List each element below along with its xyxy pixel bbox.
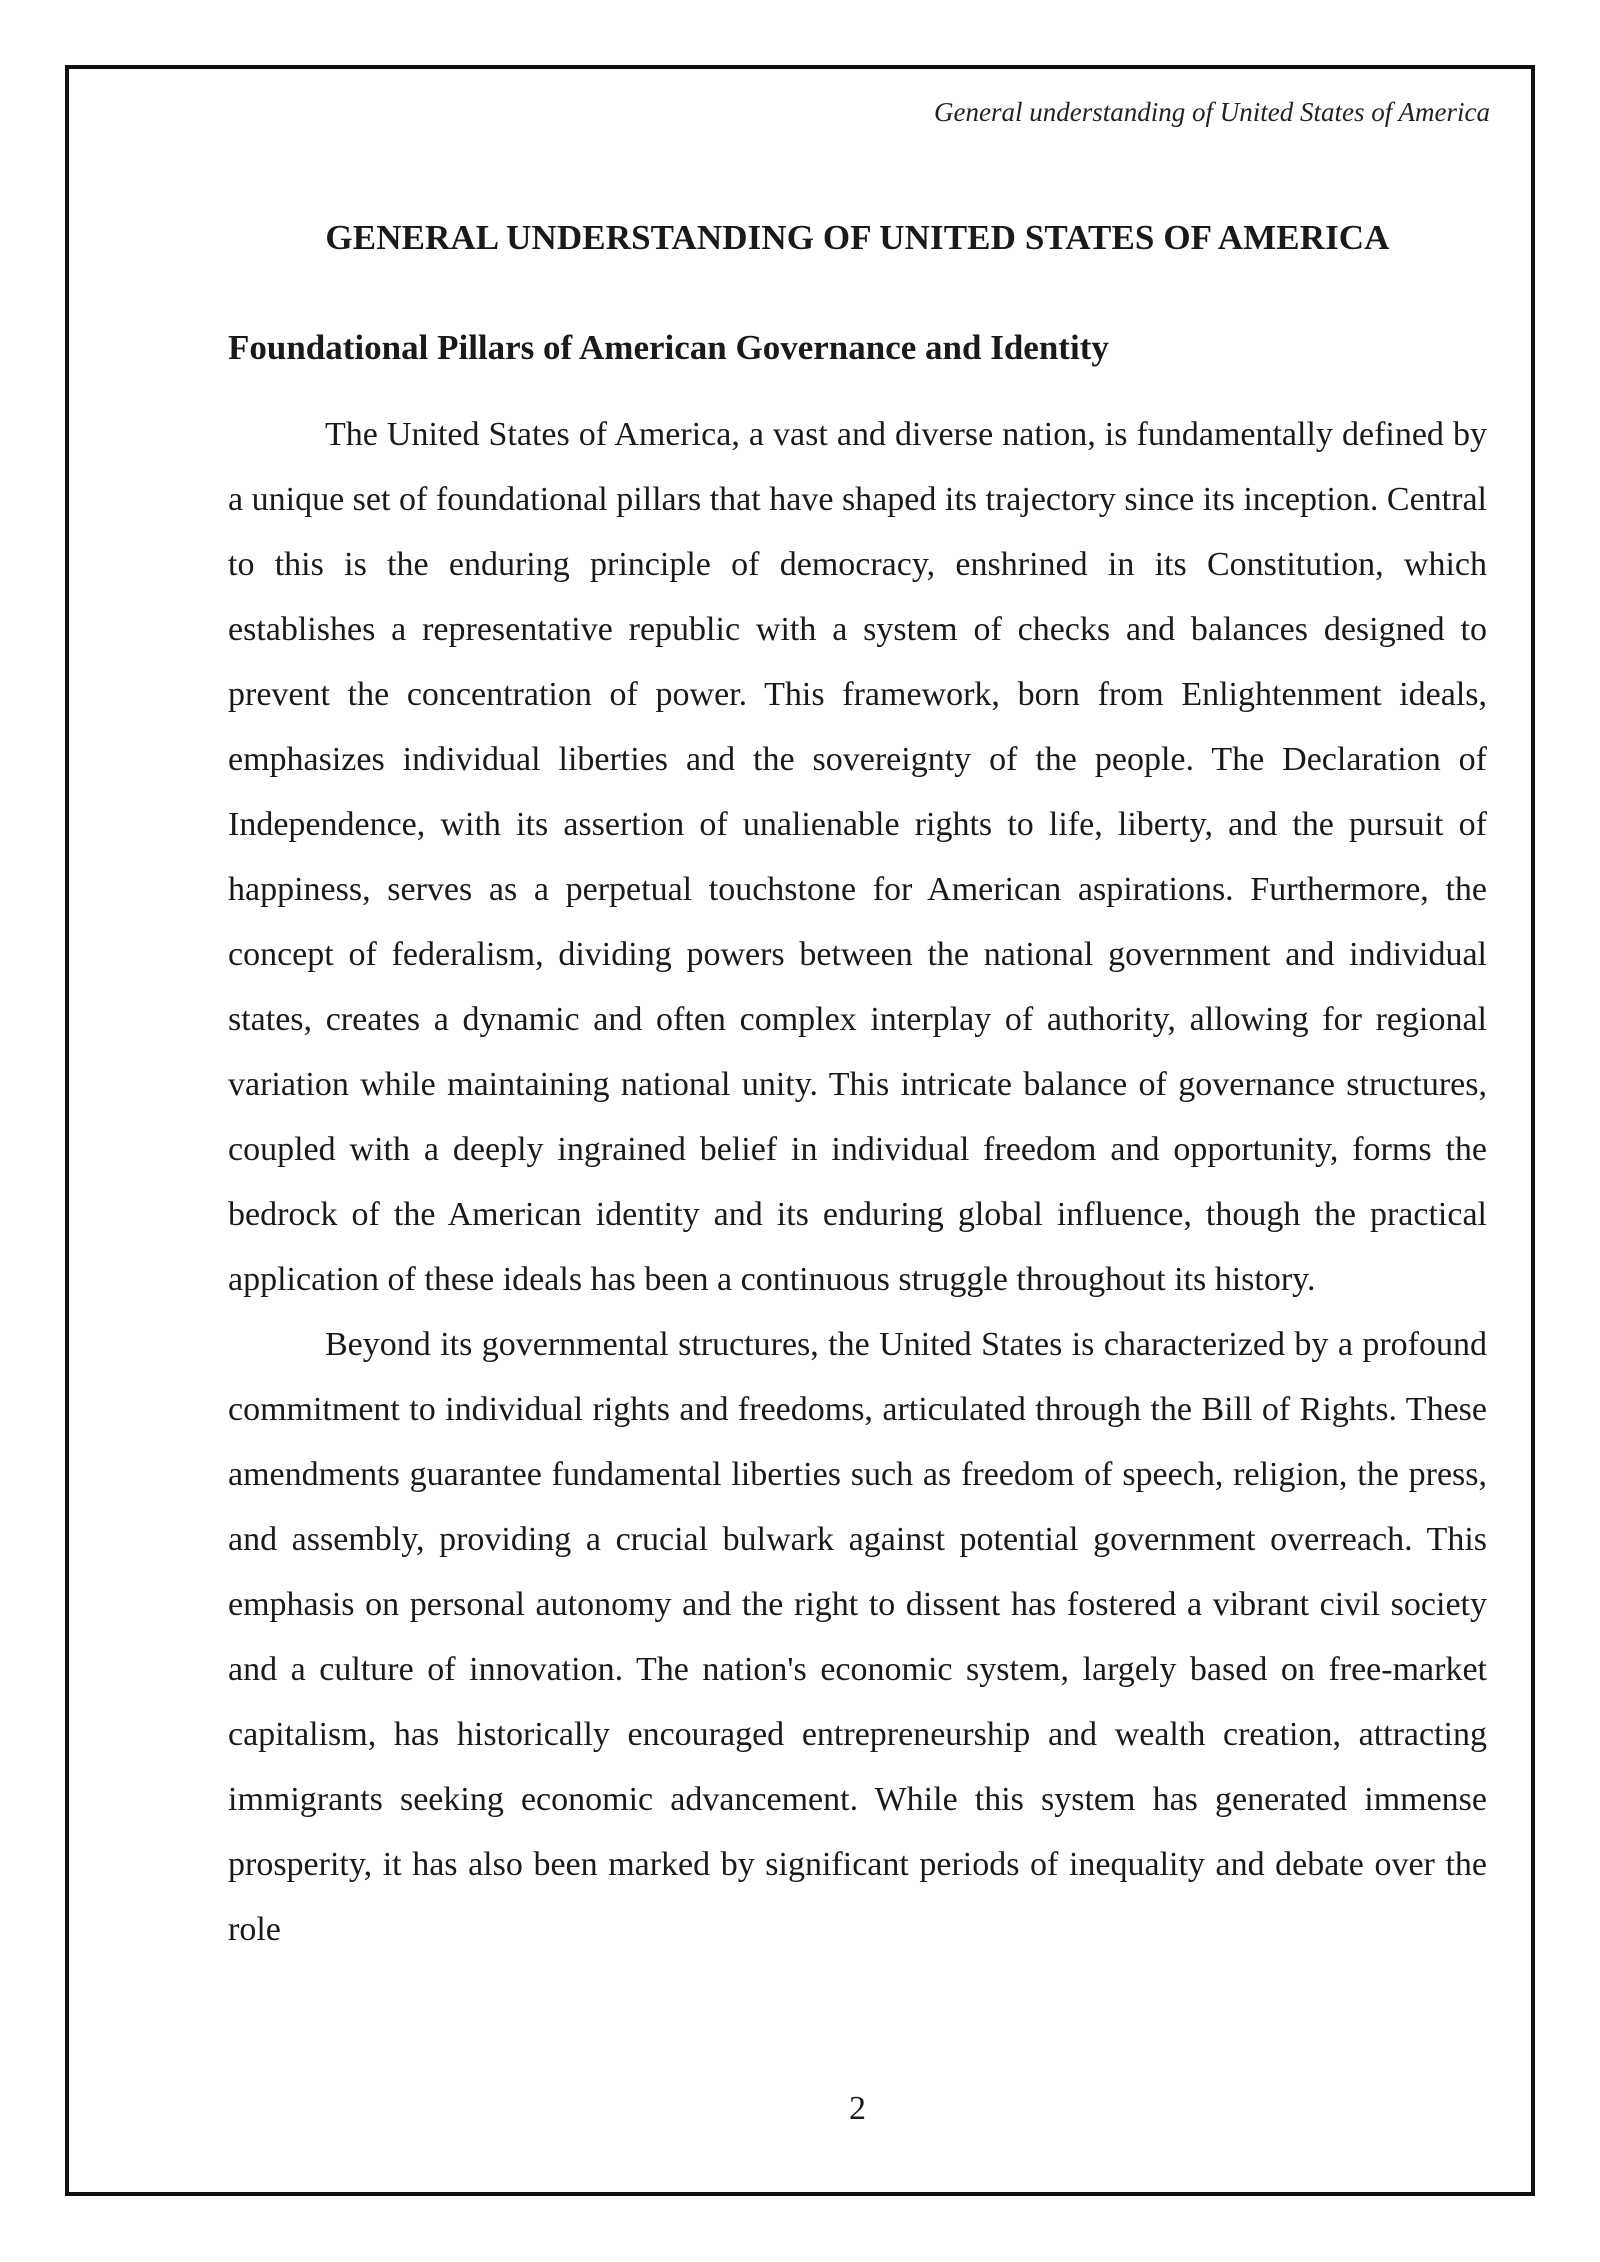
section-heading: Foundational Pillars of American Governance and Identity bbox=[228, 328, 1109, 367]
running-header: General understanding of United States of America bbox=[934, 97, 1490, 127]
paragraph-2: Beyond its governmental structures, the United States is characterized by a profound commitment to individual rights and freedoms, articulated through the Bill of Rights. These amendments guarantee fundamental liberties such as freedom of speech, religion, the press, and assembly, providing a crucial bulwark against potential government overreach. This emphasis on personal autonomy and the right to dissent has fostered a vibrant civil society and a culture of innovation. The nation's economic system, largely based on free-market capitalism, has historically encouraged entrepreneurship and wealth creation, attracting immigrants seeking economic advancement. While this system has generated immense prosperity, it has also been marked by significant periods of inequality and debate over the role bbox=[228, 1326, 1487, 1948]
document-title: GENERAL UNDERSTANDING OF UNITED STATES OF AMERICA bbox=[325, 218, 1390, 257]
body-text bbox=[228, 402, 1487, 1962]
paragraph-1: The United States of America, a vast and diverse nation, is fundamentally defined by a unique set of foundational pillars that have shaped its trajectory since its inception. Central to this is the enduring principle of democracy, enshrined in its Constitution, which establishes a representative republic with a system of checks and balances designed to prevent the concentration of power. This framework, born from Enlightenment ideals, emphasizes individual liberties and the sovereignty of the people. The Declaration of Independence, with its assertion of unalienable rights to life, liberty, and the pursuit of happiness, serves as a perpetual touchstone for American aspirations. Furthermore, the concept of federalism, dividing powers between the national government and individual states, creates a dynamic and often complex interplay of authority, allowing for regional variation while maintaining national unity. This intricate balance of governance structures, coupled with a deeply ingrained belief in individual freedom and opportunity, forms the bedrock of the American identity and its enduring global influence, though the practical application of these ideals has been a continuous struggle throughout its history. bbox=[228, 416, 1487, 1298]
page-number: 2 bbox=[849, 2090, 866, 2127]
